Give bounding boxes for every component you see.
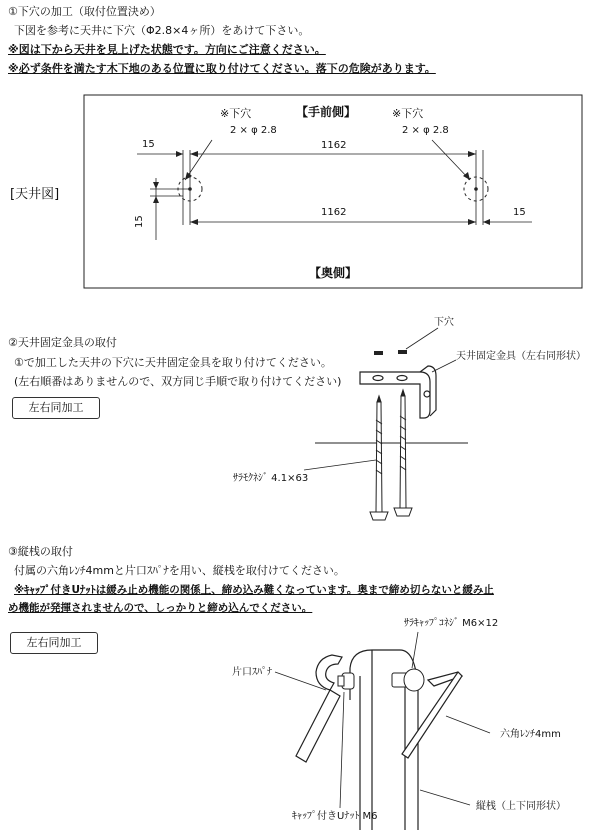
section1-instruction: 下図を参考に天井に下穴（Φ2.8×4ヶ所）をあけて下さい。	[14, 24, 310, 37]
dim-top-span: 1162	[321, 140, 347, 151]
post-leader	[420, 790, 470, 805]
dim-top-edge: 15	[142, 139, 155, 150]
section3-note-line1: ※ｷｬｯﾌﾟ付きUﾅｯﾄは緩み止め機能の関係上、締め込み難くなっています。奥まで締め切らないと緩み止	[14, 584, 494, 596]
front-side-label: 【手前側】	[296, 105, 357, 119]
wood-screw-callout: ｻﾗﾓｸﾈｼﾞ 4.1×63	[233, 473, 309, 484]
cap-bolt-callout: ｻﾗｷｬｯﾌﾟｺﾈｼﾞ M6×12	[404, 618, 499, 629]
back-side-label: 【奥側】	[309, 266, 358, 280]
spanner-callout: 片口ｽﾊﾟﾅ	[232, 667, 272, 678]
screw-leader	[304, 460, 376, 470]
dim-vertical-edge: 15	[134, 215, 145, 228]
post-callout: 縦桟（上下同形状）	[476, 801, 566, 812]
pilot-hole-mark-left	[374, 351, 383, 355]
ceiling-bracket	[360, 366, 436, 418]
section1-warning-orientation: ※図は下から天井を見上げた状態です。方向にご注意ください。	[8, 43, 326, 56]
left-hole-note: ※下穴	[220, 107, 252, 120]
dim-bottom-edge: 15	[513, 207, 526, 218]
section3-instruction: 付属の六角ﾚﾝﾁ4mmと片口ｽﾊﾟﾅを用い、縦桟を取付けてください。	[14, 564, 345, 577]
cap-bolt	[392, 669, 424, 691]
section2-note: (左右順番はありませんので、双方同じ手順で取り付けてください)	[14, 375, 342, 388]
section3-heading: ③縦桟の取付	[8, 545, 73, 558]
right-hole-leader	[432, 140, 470, 180]
wood-screw-left	[370, 396, 388, 520]
ceiling-plan-frame	[84, 95, 582, 288]
section3-same-process-badge: 左右同加工	[10, 632, 98, 654]
ceiling-diagram-label: [天井図]	[10, 187, 60, 202]
section2-same-process-badge: 左右同加工	[12, 397, 100, 419]
section2-instruction: ①で加工した天井の下穴に天井固定金具を取り付けてください。	[14, 356, 332, 369]
cap-u-nut	[338, 673, 354, 689]
bracket-callout: 天井固定金具（左右同形状）	[456, 351, 586, 362]
section3-note-line2: め機能が発揮されませんので、しっかりと締め込んでください。	[8, 602, 313, 614]
hex-wrench-callout: 六角ﾚﾝﾁ4mm	[500, 729, 561, 740]
bolt-leader	[412, 632, 418, 668]
pilot-hole-leader	[406, 328, 438, 349]
u-nut-callout: ｷｬｯﾌﾟ付きUﾅｯﾄ M6	[292, 811, 378, 822]
wrench-leader	[446, 716, 490, 733]
right-hole-marker	[464, 150, 488, 225]
pilot-hole-mark-right	[398, 350, 407, 354]
section1-warning-fall: ※必ず条件を満たす木下地のある位置に取り付けてください。落下の危険があります。	[8, 62, 436, 75]
open-end-spanner	[296, 655, 342, 762]
right-hole-spec: 2 × φ 2.8	[402, 125, 449, 136]
nut-leader	[340, 692, 344, 808]
dim-bottom-span: 1162	[321, 207, 347, 218]
right-hole-note: ※下穴	[392, 107, 424, 120]
bracket-leader	[432, 360, 456, 372]
left-hole-marker	[178, 150, 202, 225]
section2-heading: ②天井固定金具の取付	[8, 336, 117, 349]
pilot-hole-callout: 下穴	[434, 317, 454, 328]
left-hole-spec: 2 × φ 2.8	[230, 125, 277, 136]
section1-heading: ①下穴の加工（取付位置決め）	[8, 5, 161, 18]
wood-screw-right	[394, 390, 412, 516]
